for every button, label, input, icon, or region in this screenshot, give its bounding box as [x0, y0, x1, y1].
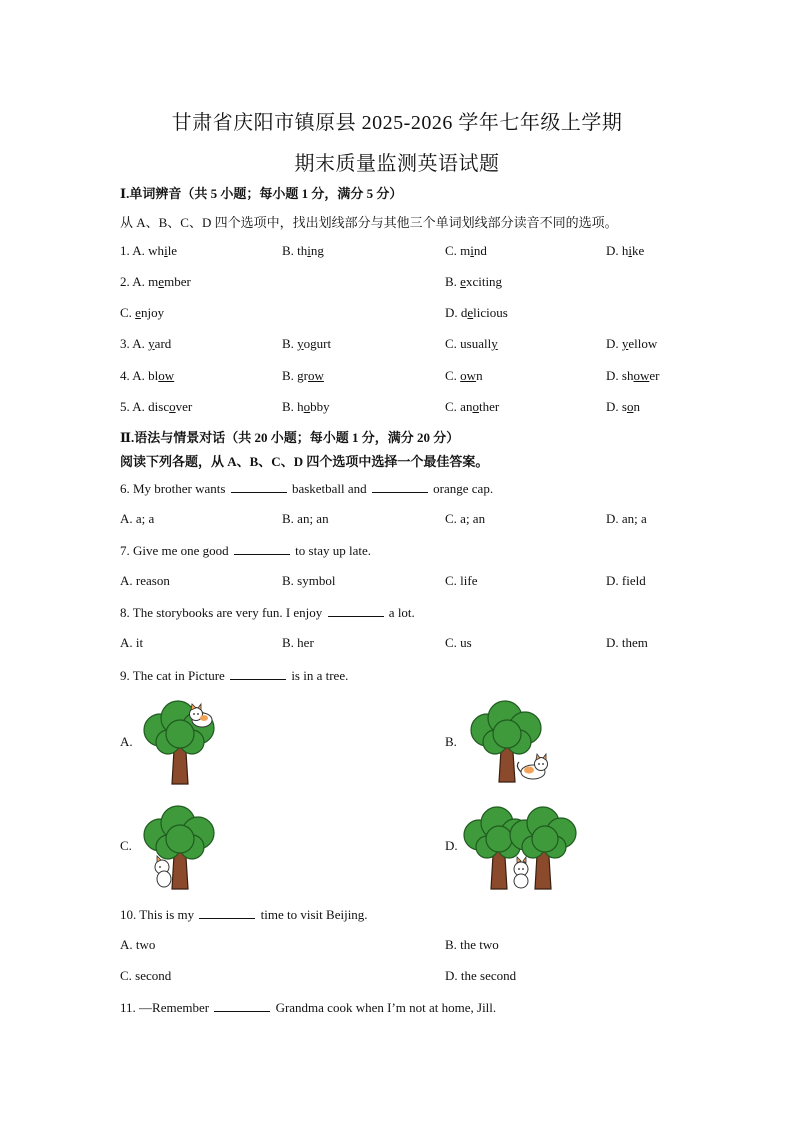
cat-icon [517, 754, 547, 779]
q9-label-a: A. [120, 734, 133, 749]
q10-option-a: A. two [120, 937, 156, 952]
q6-option-d: D. an; a [606, 511, 647, 526]
section2-heading: Ⅱ.语法与情景对话（共 20 小题；每小题 1 分，满分 20 分） [120, 430, 460, 445]
q8-option-b: B. her [282, 635, 314, 650]
exam-title-line2: 期末质量监测英语试题 [294, 153, 500, 175]
answer-blank [231, 480, 287, 493]
answer-blank [372, 480, 428, 493]
q5-option-c: C. another [445, 399, 500, 414]
q8-option-a: A. it [120, 635, 144, 650]
q9-label-c: C. [120, 838, 132, 853]
q6-option-c: C. a; an [445, 511, 486, 526]
q9-label-b: B. [445, 734, 457, 749]
picture-d-cat-between-trees [463, 805, 583, 891]
answer-blank [234, 542, 290, 555]
q1-option-a: 1. A. while [120, 243, 178, 258]
q10-option-c: C. second [120, 968, 172, 983]
q1-option-d: D. hike [606, 243, 645, 258]
picture-a-cat-in-tree [138, 700, 220, 786]
q11-stem: 11. —Remember Grandma cook when I’m not at home, Jill. [120, 1000, 497, 1015]
q7-stem: 7. Give me one good to stay up late. [120, 543, 371, 558]
q5-option-a: 5. A. discover [120, 399, 193, 414]
q8-option-c: C. us [445, 635, 472, 650]
cat-icon [514, 857, 528, 888]
answer-blank [230, 667, 286, 680]
q2-option-a: 2. A. member [120, 274, 191, 289]
q8-option-d: D. them [606, 635, 648, 650]
q2-option-d: D. delicious [445, 305, 508, 320]
section1-instruction: 从 A、B、C、D 四个选项中，找出划线部分与其他三个单词划线部分读音不同的选项。 [120, 215, 618, 230]
q9-stem: 9. The cat in Picture is in a tree. [120, 668, 349, 683]
q4-option-a: 4. A. blow [120, 368, 175, 383]
picture-b-cat-beside-tree [465, 700, 555, 786]
picture-c-cat-behind-tree [140, 805, 220, 891]
cat-icon [155, 856, 171, 887]
q6-option-a: A. a; a [120, 511, 155, 526]
q5-option-b: B. hobby [282, 399, 330, 414]
answer-blank [328, 604, 384, 617]
q10-option-d: D. the second [445, 968, 517, 983]
section1-heading: Ⅰ.单词辨音（共 5 小题；每小题 1 分，满分 5 分） [120, 186, 403, 201]
q1-option-b: B. thing [282, 243, 324, 258]
q7-option-d: D. field [606, 573, 646, 588]
q3-option-a: 3. A. yard [120, 336, 172, 351]
cat-icon [190, 704, 213, 727]
q4-option-d: D. shower [606, 368, 660, 383]
section2-instruction: 阅读下列各题，从 A、B、C、D 四个选项中选择一个最佳答案。 [120, 454, 489, 469]
q7-option-c: C. life [445, 573, 478, 588]
q4-option-c: C. own [445, 368, 483, 383]
q3-option-c: C. usually [445, 336, 498, 351]
q7-option-a: A. reason [120, 573, 170, 588]
q2-option-b: B. exciting [445, 274, 503, 289]
q3-option-b: B. yogurt [282, 336, 332, 351]
q2-option-c: C. enjoy [120, 305, 165, 320]
q6-stem: 6. My brother wants basketball and orange cap. [120, 481, 494, 496]
exam-title-line1: 甘肃省庆阳市镇原县 2025-2026 学年七年级上学期 [171, 112, 623, 134]
q4-option-b: B. grow [282, 368, 324, 383]
q1-option-c: C. mind [445, 243, 487, 258]
answer-blank [199, 906, 255, 919]
q9-label-d: D. [445, 838, 458, 853]
q7-option-b: B. symbol [282, 573, 336, 588]
answer-blank [214, 999, 270, 1012]
q5-option-d: D. son [606, 399, 640, 414]
q6-option-b: B. an; an [282, 511, 329, 526]
q3-option-d: D. yellow [606, 336, 658, 351]
q10-option-b: B. the two [445, 937, 499, 952]
q10-stem: 10. This is my time to visit Beijing. [120, 907, 368, 922]
q8-stem: 8. The storybooks are very fun. I enjoy a lot. [120, 605, 415, 620]
